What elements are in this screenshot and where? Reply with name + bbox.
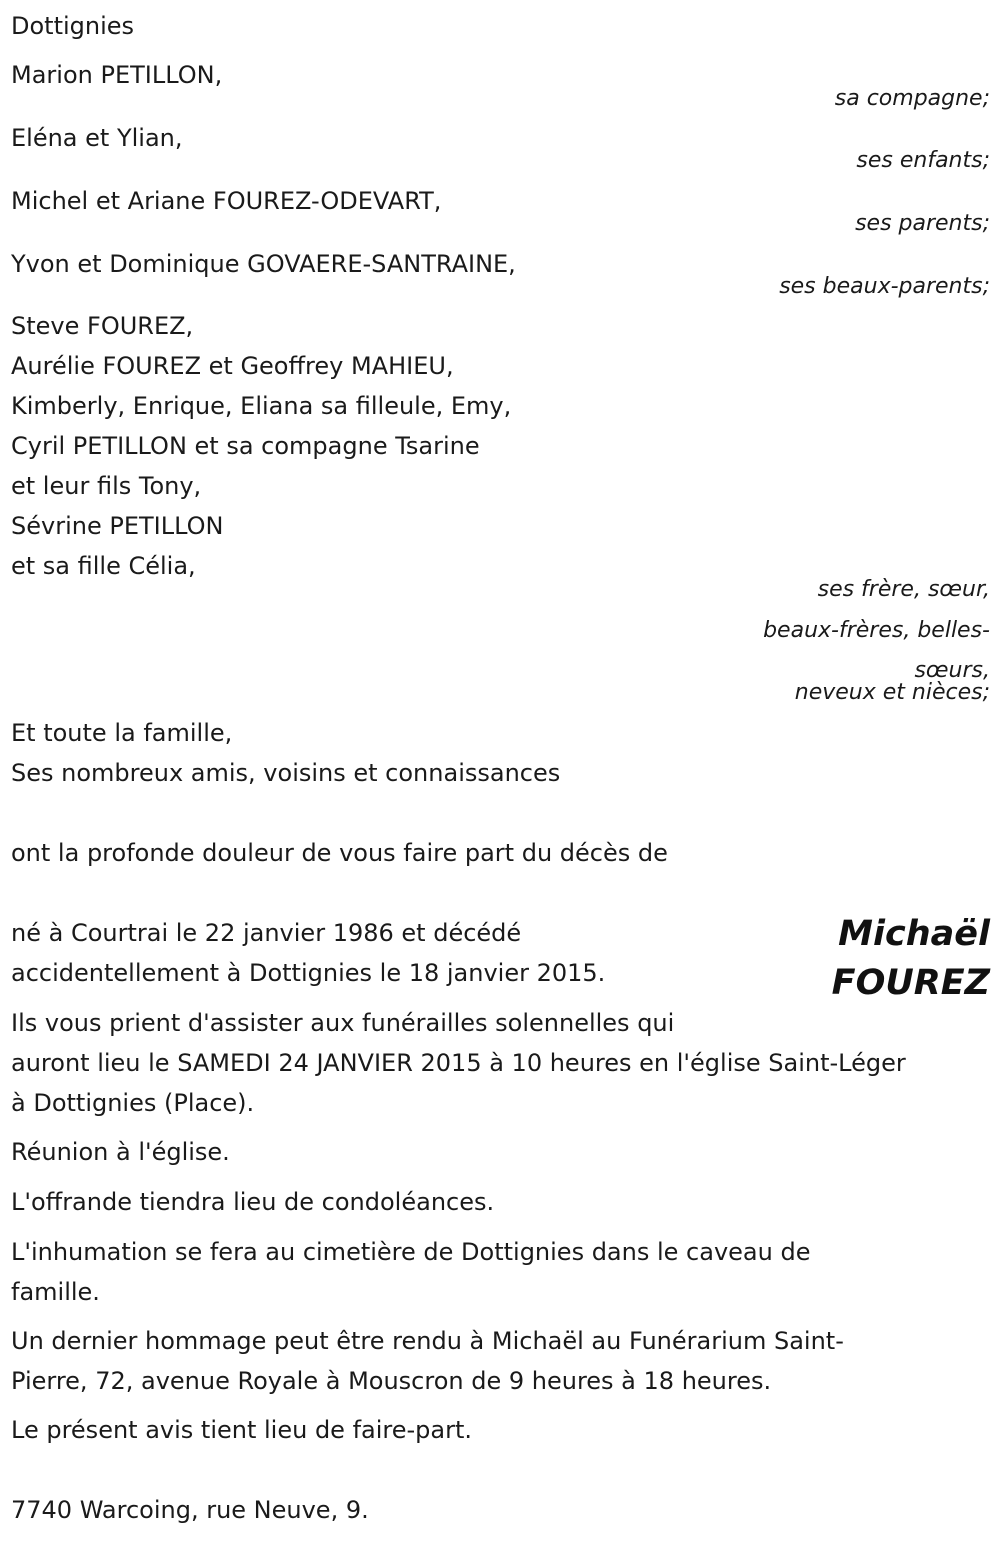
sibling-line: Cyril PETILLON et sa compagne Tsarine — [11, 432, 480, 460]
meeting-note: Réunion à l'église. — [11, 1138, 230, 1166]
sibling-line: Sévrine PETILLON — [11, 512, 224, 540]
notice-line: Le présent avis tient lieu de faire-part. — [11, 1416, 473, 1444]
friends-line: Ses nombreux amis, voisins et connaissances — [11, 759, 561, 787]
funeral-line: auront lieu le SAMEDI 24 JANVIER 2015 à 10 heures en l'église Saint-Léger — [11, 1049, 906, 1077]
relation-line: neveux et nièces; — [794, 680, 990, 705]
deceased-first-name: Michaël — [838, 914, 990, 954]
offering-note: L'offrande tiendra lieu de condoléances. — [11, 1188, 495, 1216]
birth-death-line: né à Courtrai le 22 janvier 1986 et décédé — [11, 919, 522, 947]
funeral-line: Ils vous prient d'assister aux funérailles solennelles qui — [11, 1009, 675, 1037]
birth-death-line: accidentellement à Dottignies le 18 janvier 2015. — [11, 959, 606, 987]
extended-family: Et toute la famille, — [11, 719, 233, 747]
burial-line: L'inhumation se fera au cimetière de Dottignies dans le caveau de — [11, 1238, 811, 1266]
relation-line: ses frère, sœur, — [817, 577, 990, 602]
companion-name: Marion PETILLON, — [11, 61, 223, 89]
sibling-line: et sa fille Célia, — [11, 552, 196, 580]
companion-relation: sa compagne; — [834, 86, 990, 111]
sibling-line: Steve FOUREZ, — [11, 312, 194, 340]
parents-names: Michel et Ariane FOUREZ-ODEVART, — [11, 187, 442, 215]
parents-in-law-relation: ses beaux-parents; — [779, 274, 990, 299]
sibling-line: Aurélie FOUREZ et Geoffrey MAHIEU, — [11, 352, 454, 380]
parents-relation: ses parents; — [855, 211, 990, 236]
children-names: Eléna et Ylian, — [11, 124, 183, 152]
family-address: 7740 Warcoing, rue Neuve, 9. — [11, 1496, 369, 1524]
sibling-line: et leur fils Tony, — [11, 472, 202, 500]
sibling-line: Kimberly, Enrique, Eliana sa filleule, Emy, — [11, 392, 512, 420]
announcement: ont la profonde douleur de vous faire part du décès de — [11, 839, 668, 867]
funeral-line: à Dottignies (Place). — [11, 1089, 255, 1117]
tribute-line: Pierre, 72, avenue Royale à Mouscron de 9 heures à 18 heures. — [11, 1367, 772, 1395]
burial-line: famille. — [11, 1278, 100, 1306]
place-heading: Dottignies — [11, 12, 135, 40]
tribute-line: Un dernier hommage peut être rendu à Michaël au Funérarium Saint- — [11, 1327, 844, 1355]
relation-line: sœurs, — [914, 658, 990, 683]
children-relation: ses enfants; — [856, 148, 990, 173]
parents-in-law-names: Yvon et Dominique GOVAERE-SANTRAINE, — [11, 250, 516, 278]
deceased-last-name: FOUREZ — [831, 963, 990, 1003]
relation-line: beaux-frères, belles- — [763, 618, 990, 643]
